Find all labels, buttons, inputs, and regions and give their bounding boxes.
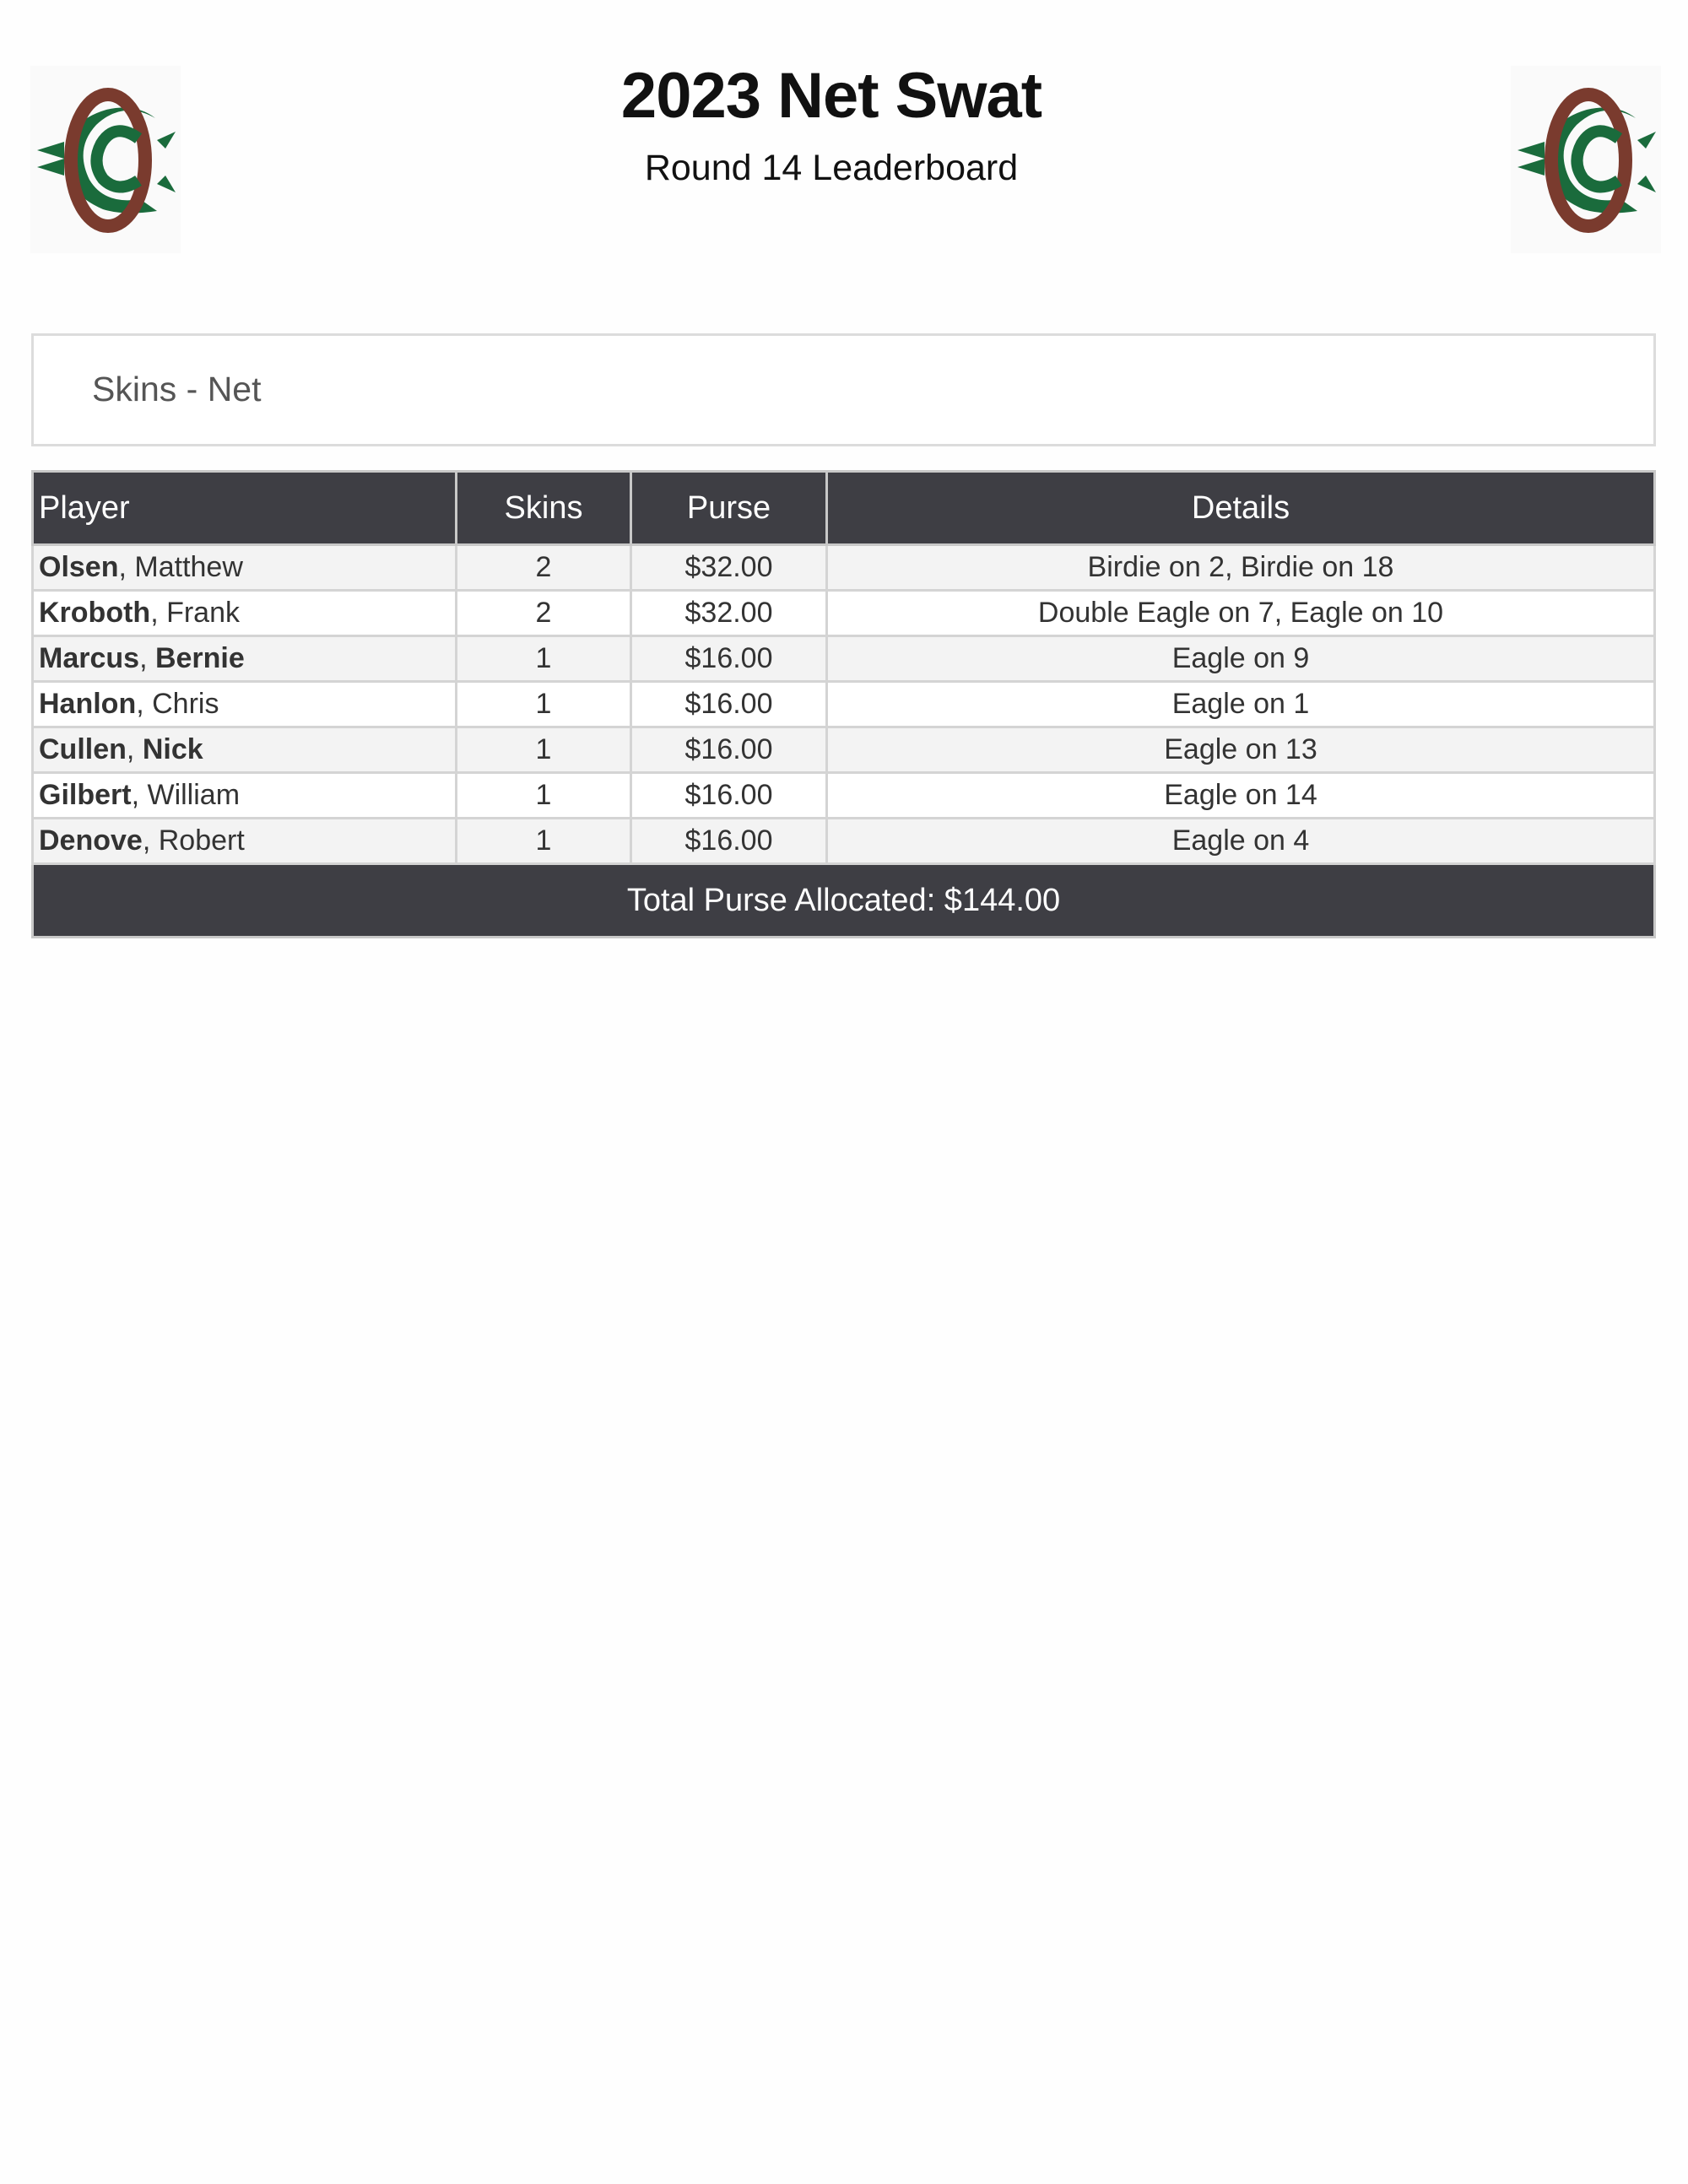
skins-cell: 1 <box>457 727 631 773</box>
player-cell: Kroboth, Frank <box>33 591 457 636</box>
table-row <box>33 545 1655 591</box>
skins-cell: 1 <box>457 636 631 682</box>
player-first-name: Chris <box>152 688 219 720</box>
details-cell: Double Eagle on 7, Eagle on 10 <box>827 591 1655 636</box>
purse-cell: $32.00 <box>631 591 827 636</box>
skins-table <box>31 470 1656 938</box>
table-row <box>33 636 1655 682</box>
player-first-name: Nick <box>142 733 203 765</box>
purse-cell: $16.00 <box>631 819 827 864</box>
player-cell: Olsen, Matthew <box>33 545 457 591</box>
details-cell: Eagle on 4 <box>827 819 1655 864</box>
details-cell: Eagle on 9 <box>827 636 1655 682</box>
column-header-skins: Skins <box>457 472 631 545</box>
player-last-name: Marcus <box>39 642 140 674</box>
skins-cell: 1 <box>457 682 631 727</box>
player-cell: Hanlon, Chris <box>33 682 457 727</box>
player-last-name: Gilbert <box>39 779 132 811</box>
player-first-name: Frank <box>166 597 241 629</box>
player-cell: Cullen, Nick <box>33 727 457 773</box>
purse-cell: $16.00 <box>631 773 827 819</box>
table-footer-row <box>33 864 1655 938</box>
column-header-purse: Purse <box>631 472 827 545</box>
column-header-details: Details <box>827 472 1655 545</box>
column-header-player: Player <box>33 472 457 545</box>
details-cell: Eagle on 14 <box>827 773 1655 819</box>
purse-cell: $16.00 <box>631 682 827 727</box>
purse-cell: $16.00 <box>631 636 827 682</box>
skins-cell: 1 <box>457 773 631 819</box>
purse-cell: $16.00 <box>631 727 827 773</box>
section-header <box>31 333 1656 446</box>
table-row <box>33 727 1655 773</box>
table-row <box>33 819 1655 864</box>
player-last-name: Olsen <box>39 551 119 583</box>
section-title: Skins - Net <box>92 370 262 408</box>
player-first-name: William <box>147 779 241 811</box>
table-row <box>33 682 1655 727</box>
total-purse: Total Purse Allocated: $144.00 <box>33 864 1655 938</box>
player-first-name: Bernie <box>154 642 245 674</box>
skins-cell: 2 <box>457 591 631 636</box>
details-cell: Birdie on 2, Birdie on 18 <box>827 545 1655 591</box>
player-last-name: Hanlon <box>39 688 137 720</box>
player-cell: Denove, Robert <box>33 819 457 864</box>
details-cell: Eagle on 1 <box>827 682 1655 727</box>
page-subtitle: Round 14 Leaderboard <box>644 148 1019 188</box>
purse-cell: $32.00 <box>631 545 827 591</box>
details-cell: Eagle on 13 <box>827 727 1655 773</box>
skins-cell: 2 <box>457 545 631 591</box>
skins-cell: 1 <box>457 819 631 864</box>
player-first-name: Robert <box>158 824 245 857</box>
player-last-name: Denove <box>39 824 143 857</box>
player-last-name: Kroboth <box>39 597 151 629</box>
table-row <box>33 773 1655 819</box>
player-cell: Marcus, Bernie <box>33 636 457 682</box>
player-last-name: Cullen <box>39 733 127 765</box>
table-header-row <box>33 472 1655 545</box>
page-title: 2023 Net Swat <box>620 60 1042 132</box>
table-row <box>33 591 1655 636</box>
player-first-name: Matthew <box>134 551 243 583</box>
player-cell: Gilbert, William <box>33 773 457 819</box>
